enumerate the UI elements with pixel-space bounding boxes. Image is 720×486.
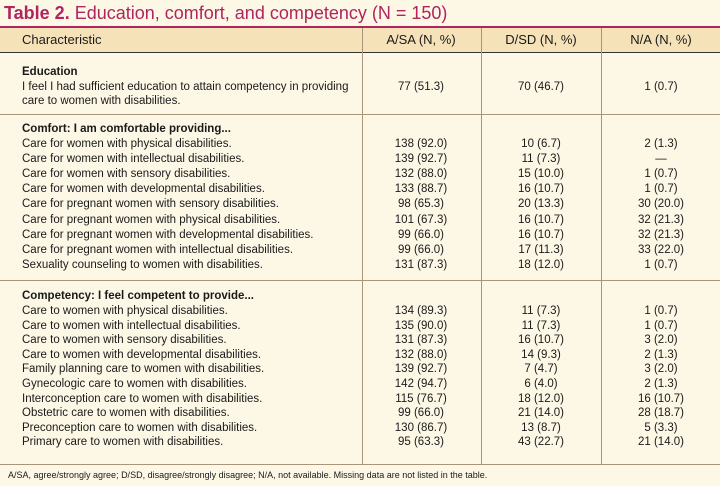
- cell-na: 1 (0.7): [644, 305, 678, 317]
- table-row: [0, 258, 720, 273]
- table-row: [0, 348, 720, 363]
- section-heading-row: [0, 122, 720, 137]
- footnote-rule: [0, 464, 720, 465]
- cell-asa: 99 (66.0): [397, 407, 445, 420]
- table-row: [0, 182, 720, 197]
- cell-asa: 134 (89.3): [394, 305, 448, 317]
- row-label: Care for pregnant women with sensory disabilities.: [22, 198, 279, 211]
- cell-asa: 131 (87.3): [394, 258, 448, 271]
- cell-asa: 132 (88.0): [394, 348, 448, 361]
- table-row: [0, 319, 720, 334]
- row-label: Interconception care to women with disabilities.: [22, 392, 263, 405]
- cell-dsd: 16 (10.7): [517, 213, 565, 226]
- cell-asa: 135 (90.0): [394, 319, 448, 332]
- row-label: Care for women with intellectual disabilities.: [22, 153, 245, 166]
- cell-dsd: 11 (7.3): [521, 305, 561, 317]
- row-label: Care for pregnant women with developmental disabilities.: [22, 228, 314, 241]
- section-divider: [0, 114, 720, 115]
- table-row: [0, 392, 720, 407]
- table-row: [0, 377, 720, 392]
- cell-dsd: 70 (46.7): [517, 81, 565, 93]
- cell-asa: 132 (88.0): [394, 168, 448, 181]
- row-label: Care to women with sensory disabilities.: [22, 334, 227, 347]
- header-na: N/A (N, %): [630, 32, 692, 47]
- cell-dsd: 16 (10.7): [517, 228, 565, 241]
- row-label: Care for pregnant women with physical disabilities.: [22, 213, 281, 226]
- cell-dsd: 14 (9.3): [521, 348, 561, 361]
- cell-na: 1 (0.7): [644, 168, 678, 181]
- table-row: [0, 406, 720, 421]
- cell-na: 32 (21.3): [637, 213, 685, 226]
- row-label: Preconception care to women with disabilities.: [22, 421, 258, 434]
- cell-dsd: 17 (11.3): [518, 243, 564, 256]
- table-row: [0, 421, 720, 436]
- cell-dsd: 6 (4.0): [524, 378, 558, 390]
- table-row: [0, 137, 720, 152]
- cell-dsd: 15 (10.0): [517, 168, 565, 181]
- cell-na: 21 (14.0): [637, 436, 685, 449]
- cell-dsd: 16 (10.7): [517, 183, 565, 196]
- cell-na: 28 (18.7): [637, 407, 685, 420]
- table-row: [0, 362, 720, 377]
- row-label: I feel I had sufficient education to attain competency in providing: [22, 81, 349, 93]
- table-header: [0, 28, 720, 53]
- section-heading-row: [0, 65, 720, 80]
- section-heading-row: [0, 289, 720, 304]
- cell-na: 3 (2.0): [644, 363, 678, 376]
- cell-dsd: 21 (14.0): [517, 407, 565, 420]
- row-label: Family planning care to women with disabilities.: [22, 363, 265, 376]
- cell-dsd: 7 (4.7): [524, 363, 558, 376]
- cell-asa: 98 (65.3): [397, 198, 445, 211]
- cell-na: 1 (0.7): [644, 81, 678, 93]
- table-row: [0, 333, 720, 348]
- cell-na: 33 (22.0): [637, 243, 685, 256]
- row-label: Primary care to women with disabilities.: [22, 436, 224, 449]
- data-table: [0, 28, 720, 464]
- row-label: Obstetric care to women with disabilities.: [22, 407, 230, 420]
- cell-na: 1 (0.7): [644, 258, 678, 271]
- row-label: Care for pregnant women with intellectual disabilities.: [22, 243, 294, 256]
- cell-asa: 77 (51.3): [397, 81, 445, 93]
- table-footnote: A/SA, agree/strongly agree; D/SD, disagree/strongly disagree; N/A, not available. Missing data are not listed in the table.: [8, 470, 488, 480]
- cell-dsd: 13 (8.7): [521, 421, 561, 434]
- cell-asa: 138 (92.0): [394, 138, 448, 150]
- section-heading: Comfort: I am comfortable providing...: [22, 123, 231, 135]
- row-label: Gynecologic care to women with disabilities.: [22, 378, 247, 390]
- table-row: [0, 167, 720, 182]
- table-row: [0, 304, 720, 319]
- table-title: [4, 3, 447, 23]
- table-row: [0, 228, 720, 243]
- cell-na: 5 (3.3): [644, 421, 678, 434]
- row-label: Care to women with developmental disabilities.: [22, 348, 262, 361]
- cell-dsd: 18 (12.0): [517, 258, 565, 271]
- table-number: Table 2.: [4, 3, 70, 23]
- row-label: Care for women with sensory disabilities.: [22, 168, 231, 181]
- cell-asa: 130 (86.7): [394, 421, 448, 434]
- section-heading: Competency: I feel competent to provide...: [22, 290, 254, 302]
- cell-na: —: [655, 153, 667, 166]
- cell-dsd: 18 (12.0): [517, 392, 565, 405]
- cell-asa: 139 (92.7): [394, 363, 448, 376]
- row-label: Care for women with physical disabilities.: [22, 138, 232, 150]
- cell-asa: 99 (66.0): [397, 243, 445, 256]
- table-row: [0, 213, 720, 228]
- cell-asa: 142 (94.7): [394, 378, 448, 390]
- header-asa: A/SA (N, %): [386, 32, 456, 47]
- cell-dsd: 11 (7.3): [521, 153, 561, 166]
- cell-na: 3 (2.0): [644, 334, 678, 347]
- cell-dsd: 10 (6.7): [521, 138, 561, 150]
- row-label: Care to women with intellectual disabilities.: [22, 319, 241, 332]
- cell-dsd: 16 (10.7): [517, 334, 565, 347]
- section-heading: Education: [22, 66, 78, 78]
- table-row: [0, 80, 720, 95]
- cell-asa: 139 (92.7): [394, 153, 448, 166]
- cell-asa: 133 (88.7): [394, 183, 448, 196]
- table-row: [0, 243, 720, 258]
- table-row: [0, 435, 720, 450]
- row-label: care to women with disabilities.: [22, 95, 181, 107]
- cell-dsd: 11 (7.3): [521, 319, 561, 332]
- row-label: Sexuality counseling to women with disabilities.: [22, 258, 263, 271]
- cell-na: 32 (21.3): [637, 228, 685, 241]
- cell-dsd: 20 (13.3): [517, 198, 565, 211]
- row-label: Care to women with physical disabilities.: [22, 305, 228, 317]
- cell-na: 2 (1.3): [644, 138, 678, 150]
- table-row: [0, 197, 720, 212]
- cell-na: 1 (0.7): [644, 183, 678, 196]
- row-label: Care for women with developmental disabilities.: [22, 183, 265, 196]
- header-dsd: D/SD (N, %): [505, 32, 577, 47]
- cell-asa: 101 (67.3): [394, 213, 448, 226]
- cell-dsd: 43 (22.7): [517, 436, 565, 449]
- cell-na: 2 (1.3): [644, 378, 678, 390]
- cell-asa: 99 (66.0): [397, 228, 445, 241]
- header-characteristic: Characteristic: [22, 32, 102, 47]
- section-divider: [0, 280, 720, 281]
- cell-asa: 95 (63.3): [397, 436, 445, 449]
- cell-na: 1 (0.7): [644, 319, 678, 332]
- cell-na: 16 (10.7): [637, 392, 685, 405]
- table-caption: Education, comfort, and competency (N = 150): [74, 3, 448, 23]
- table-row: [0, 152, 720, 167]
- cell-na: 30 (20.0): [637, 198, 685, 211]
- cell-asa: 115 (76.7): [395, 392, 447, 405]
- table-row-continuation: [0, 94, 720, 109]
- cell-na: 2 (1.3): [644, 348, 678, 361]
- cell-asa: 131 (87.3): [394, 334, 448, 347]
